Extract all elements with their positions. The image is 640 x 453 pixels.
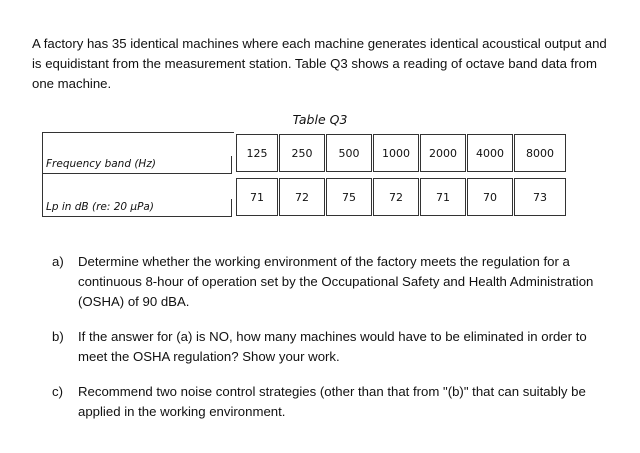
frequency-cell: 4000 [467,134,513,172]
level-row-label: Lp in dB (re: 20 μPa) [42,199,232,217]
table-top-rule [42,132,234,133]
frequency-cell: 500 [326,134,372,172]
question-list [52,252,612,437]
question-item [52,382,612,422]
level-cell: 71 [420,178,466,216]
level-cell: 71 [236,178,278,216]
frequency-row [236,134,567,172]
frequency-cell: 2000 [420,134,466,172]
question-text: Determine whether the working environment of the factory meets the regulation for a continuous 8-hour of operation set by the Occupational Safety and Health Administration (OSHA) of 90 dBA. [78,254,594,309]
frequency-cell: 1000 [373,134,419,172]
table-caption: Table Q3 [292,112,348,127]
question-label: b) [52,329,64,344]
level-row [236,178,567,216]
question-item [52,327,612,367]
question-label: c) [52,384,63,399]
problem-intro: A factory has 35 identical machines where each machine generates identical acoustical output and is equidistant from the measurement station. Table Q3 shows a reading of octave band data from one machine. [32,36,607,91]
question-text: If the answer for (a) is NO, how many machines would have to be eliminated in order to meet the OSHA regulation? Show your work. [78,329,587,364]
question-text: Recommend two noise control strategies (other than that from "(b)" that can suitably be applied in the working environment. [78,384,586,419]
level-cell: 72 [373,178,419,216]
frequency-row-label: Frequency band (Hz) [42,156,232,174]
question-item [52,252,612,312]
octave-band-table [42,132,588,217]
level-cell: 70 [467,178,513,216]
level-cell: 73 [514,178,566,216]
frequency-cell: 250 [279,134,325,172]
level-cell: 72 [279,178,325,216]
question-label: a) [52,254,64,269]
frequency-cell: 8000 [514,134,566,172]
level-cell: 75 [326,178,372,216]
frequency-cell: 125 [236,134,278,172]
